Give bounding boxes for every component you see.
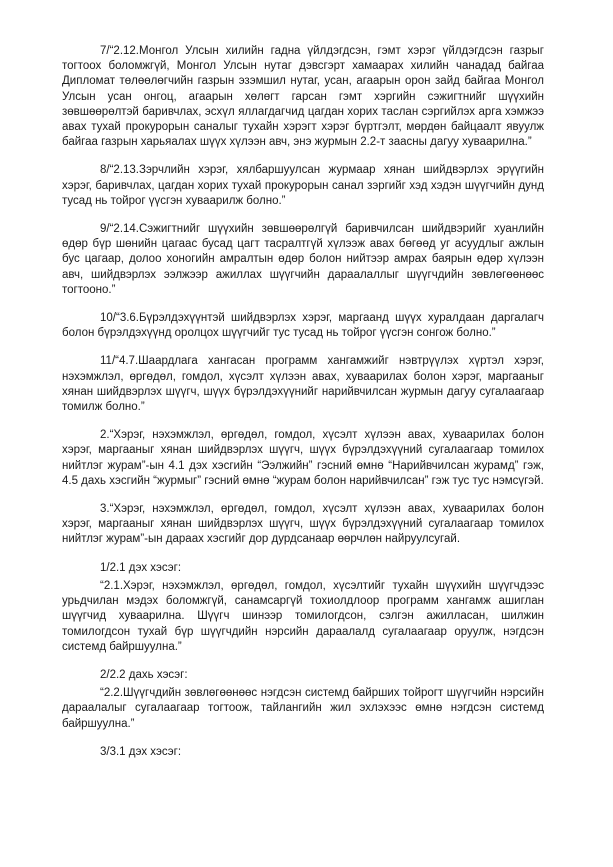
paragraph-8: 8/“2.13.Зэрчлийн хэрэг, хялбаршуулсан журмаар хянан шийдвэрлэх эрүүгийн хэрэг, баривчлах, цагдан хорих тухай прокурорын санал зэргийг хэд хэдэн шүүгчийн дунд тусад нь тойрог үүсгэн хуваарилж болно.” xyxy=(62,164,544,207)
section-heading-2-1: 1/2.1 дэх хэсэг: xyxy=(100,561,182,574)
section-heading-2-2: 2/2.2 дахь хэсэг: xyxy=(100,668,188,681)
article-2: 2.“Хэрэг, нэхэмжлэл, өргөдөл, гомдол, хүсэлт хүлээн авах, хуваарилах болон хэрэг, маргааныг хянан шийдвэрлэх шүүгч, шүүх бүрэлдэхүүний сугалаагаар томилох нийтлэг журам”-ын 4.1 дэх хэсгийн “Ээлжийн” гэсний өмнө “Нарийвчилсан журамд” гэж, 4.5 дахь хэсгийн “журмыг” гэсний өмнө “журам болон нарийвчилсан” гэж тус тус нэмсүгэй. xyxy=(62,429,544,487)
article-3: 3.“Хэрэг, нэхэмжлэл, өргөдөл, гомдол, хүсэлт хүлээн авах, хуваарилах болон хэрэг, маргааныг хянан шийдвэрлэх шүүгч, шүүх бүрэлдэхүүний сугалаагаар томилох нийтлэг журам”-ын дараах хэсгийг дор дурдсанаар өөрчлөн найруулсугай. xyxy=(62,503,544,546)
section-body-2-1: “2.1.Хэрэг, нэхэмжлэл, өргөдөл, гомдол, хүсэлтийг тухайн шүүхийн шүүгчдээс урьдчилан мэдэх боломжгүй, санамсаргүй тохиолдлоор программ хангамж ашиглан шүүгчид хуваарилна. Шүүгч шинээр томилогдсон, сэлгэн ажилласан, шилжин томилогдсон тухай бүр шүүгчдийн нэрсийн дараалалд сугалаагаар оруулж, нэгдсэн системд байршуулна.” xyxy=(62,579,544,653)
paragraph-10: 10/“3.6.Бүрэлдэхүүнтэй шийдвэрлэх хэрэг, маргаанд шүүх хуралдаан даргалагч болон бүрэлдэхүүнд оролцох шүүгчийг тус тусад нь тойрог үүсгэн сонгож болно.” xyxy=(62,312,544,340)
document-body xyxy=(62,44,544,763)
section-body-2-2: “2.2.Шүүгчдийн зөвлөгөөнөөс нэгдсэн системд байрших тойрогт шүүгчийн нэрсийн дараалалыг сугалаагаар тогтоож, тайлангийн жил эхлэхээс өмнө нэгдсэн системд байршуулна.” xyxy=(62,687,544,730)
paragraph-7: 7/“2.12.Монгол Улсын хилийн гадна үйлдэгдсэн, гэмт хэрэг үйлдэгдсэн газрыг тогтоох боломжгүй, Монгол Улсын нутаг дэвсгэрт хамаарах хилийн чанадад байгаа Дипломат төлөөлөгчийн газрын эзэмшил нутаг, усан, агаарын орон зайд байгаа Монгол Улсын усан онгоц, агаарын хөлөгт гарсан гэмт хэргийн сэжигтнийг шүүхийн зөвшөөрөлтэй баривчлах, эсхүл яллагдагчид цагдан хорих таслан сэргийлэх арга хэмжээ авах тухай прокурорын саналыг тухайн хэрэгт хэрэг бүртгэлт, мөрдөн байцаалт явуулж байгаа газрын харьяалах шүүх хүлээн авч, энэ журмын 2.2-т заасны дагуу хуваарилна.” xyxy=(62,45,544,149)
section-heading-3-1: 3/3.1 дэх хэсэг: xyxy=(100,745,182,758)
paragraph-11: 11/“4.7.Шаардлага хангасан программ хангамжийг нэвтрүүлэх хүртэл хэрэг, нэхэмжлэл, өргөдөл, гомдол, хүсэлт хүлээн авах, хуваарилах болон хэрэг, маргааныг хянан шийдвэрлэх шүүгч, шүүх бүрэлдэхүүнийг нарийвчилсан журмын дагуу сугалаагаар томилж болно.” xyxy=(62,355,544,414)
paragraph-9: 9/“2.14.Сэжигтнийг шүүхийн зөвшөөрөлгүй баривчилсан шийдвэрийг хуанлийн өдөр бүр шөнийн цагаас бусад цагт тасралтгүй хүлээж авах бөгөөд уг асуудлыг ажлын бус цагаар, долоо хоногийн амралтын өдөр болон нийтээр амрах баярын өдөр хүлээн авч, шийдвэрлэх ээлжээр ажиллах шүүгчийн дараалаллыг шүүгчдийн зөвлөгөөнөөс тогтооно.” xyxy=(62,223,544,296)
